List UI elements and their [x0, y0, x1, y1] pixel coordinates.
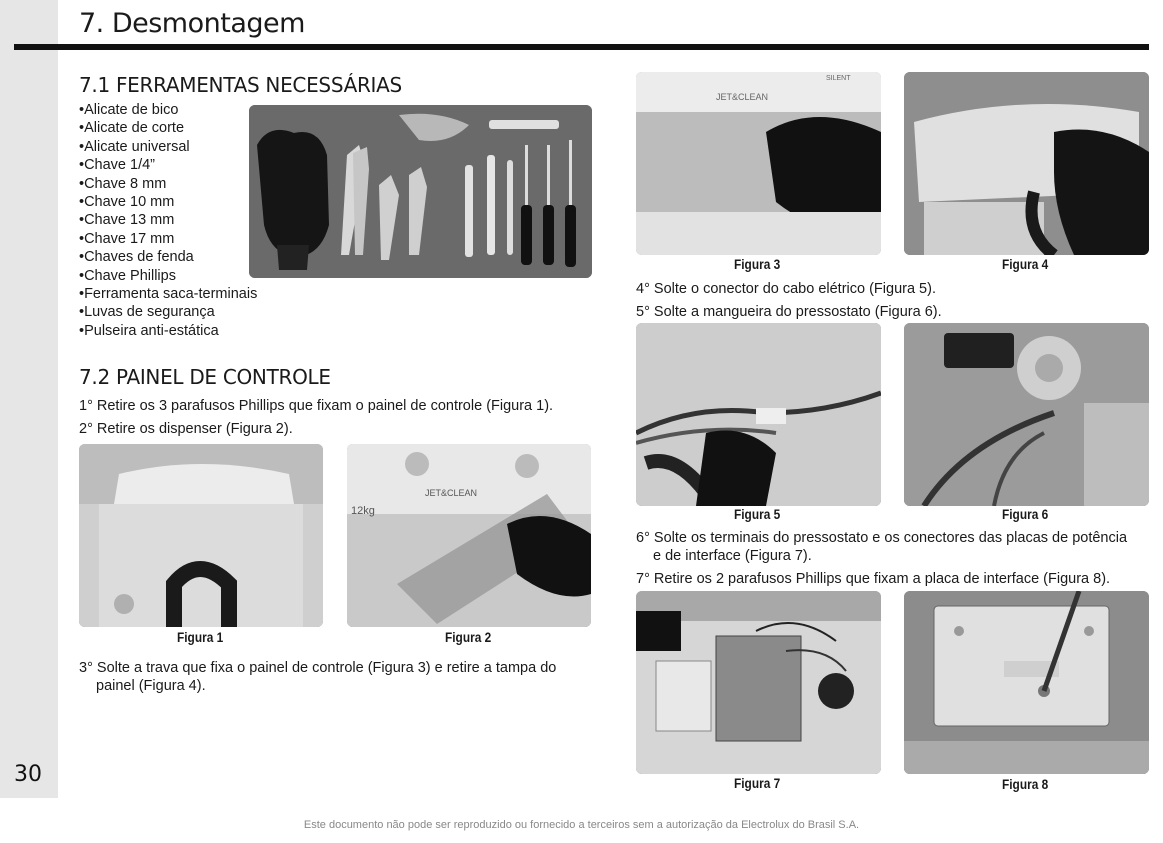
- photo-label-silent: SILENT: [826, 75, 851, 82]
- caption-figure-1: Figura 1: [177, 630, 224, 645]
- caption-figure-4: Figura 4: [1002, 257, 1049, 272]
- section-title: 7. Desmontagem: [79, 8, 305, 39]
- step-4-text: 4° Solte o conector do cabo elétrico (Figura 5).: [636, 281, 936, 297]
- tool-item: • Pulseira anti-estática: [79, 322, 257, 340]
- step-5-text: 5° Solte a mangueira do pressostato (Figura 6).: [636, 304, 942, 320]
- tool-item: • Alicate de corte: [79, 119, 257, 137]
- photo-figure-1: [79, 444, 323, 627]
- tool-item: • Chave 8 mm: [79, 175, 257, 193]
- step-3-text-line1: 3° Solte a trava que fixa o painel de controle (Figura 3) e retire a tampa do: [79, 660, 557, 676]
- photo-label-jetclean-2: JET&CLEAN: [425, 488, 478, 498]
- tool-item: • Ferramenta saca-terminais: [79, 285, 257, 303]
- tool-item: • Chave 1/4”: [79, 156, 257, 174]
- heading-control-panel: 7.2 PAINEL DE CONTROLE: [79, 365, 331, 389]
- caption-figure-3: Figura 3: [734, 257, 781, 272]
- photo-figure-8: [904, 591, 1149, 774]
- footer-disclaimer: Este documento não pode ser reproduzido ou fornecido a terceiros sem a autorização da Electrolux do Brasil S.A.: [303, 819, 860, 831]
- step-6-text-line1: 6° Solte os terminais do pressostato e os conectores das placas de potência: [636, 530, 1128, 546]
- tool-item: • Chave 17 mm: [79, 230, 257, 248]
- photo-label-capacity: 12kg: [351, 505, 375, 517]
- caption-figure-6: Figura 6: [1002, 507, 1049, 522]
- photo-figure-4: [904, 72, 1149, 255]
- step-7-text: 7° Retire os 2 parafusos Phillips que fixam a placa de interface (Figura 8).: [636, 571, 1111, 587]
- photo-figure-7: [636, 591, 881, 774]
- caption-figure-5: Figura 5: [734, 507, 781, 522]
- photo-tools: [249, 105, 592, 278]
- photo-figure-5: [636, 323, 881, 506]
- caption-figure-8: Figura 8: [1002, 777, 1049, 792]
- page-number: 30: [14, 762, 42, 787]
- photo-figure-3: [636, 72, 881, 255]
- tool-item: • Chave Phillips: [79, 267, 257, 285]
- tool-item: • Luvas de segurança: [79, 303, 257, 321]
- tool-item: • Chave 10 mm: [79, 193, 257, 211]
- step-2-text: 2° Retire os dispenser (Figura 2).: [79, 421, 293, 437]
- tool-item: • Alicate universal: [79, 138, 257, 156]
- tool-item: • Chave 13 mm: [79, 211, 257, 229]
- caption-figure-2: Figura 2: [445, 630, 492, 645]
- photo-figure-6: [904, 323, 1149, 506]
- step-3-text-line2: painel (Figura 4).: [96, 678, 206, 694]
- photo-label-jetclean-3: JET&CLEAN: [716, 92, 769, 102]
- photo-figure-2: [347, 444, 591, 627]
- caption-figure-7: Figura 7: [734, 776, 781, 791]
- heading-tools: 7.1 FERRAMENTAS NECESSÁRIAS: [79, 73, 402, 97]
- tool-item: • Alicate de bico: [79, 101, 257, 119]
- left-sidebar-band: [0, 0, 58, 798]
- tools-list: [79, 101, 257, 340]
- step-1-text: 1° Retire os 3 parafusos Phillips que fixam o painel de controle (Figura 1).: [79, 398, 554, 414]
- title-rule: [14, 44, 1149, 50]
- tool-item: • Chaves de fenda: [79, 248, 257, 266]
- step-6-text-line2: e de interface (Figura 7).: [653, 548, 812, 564]
